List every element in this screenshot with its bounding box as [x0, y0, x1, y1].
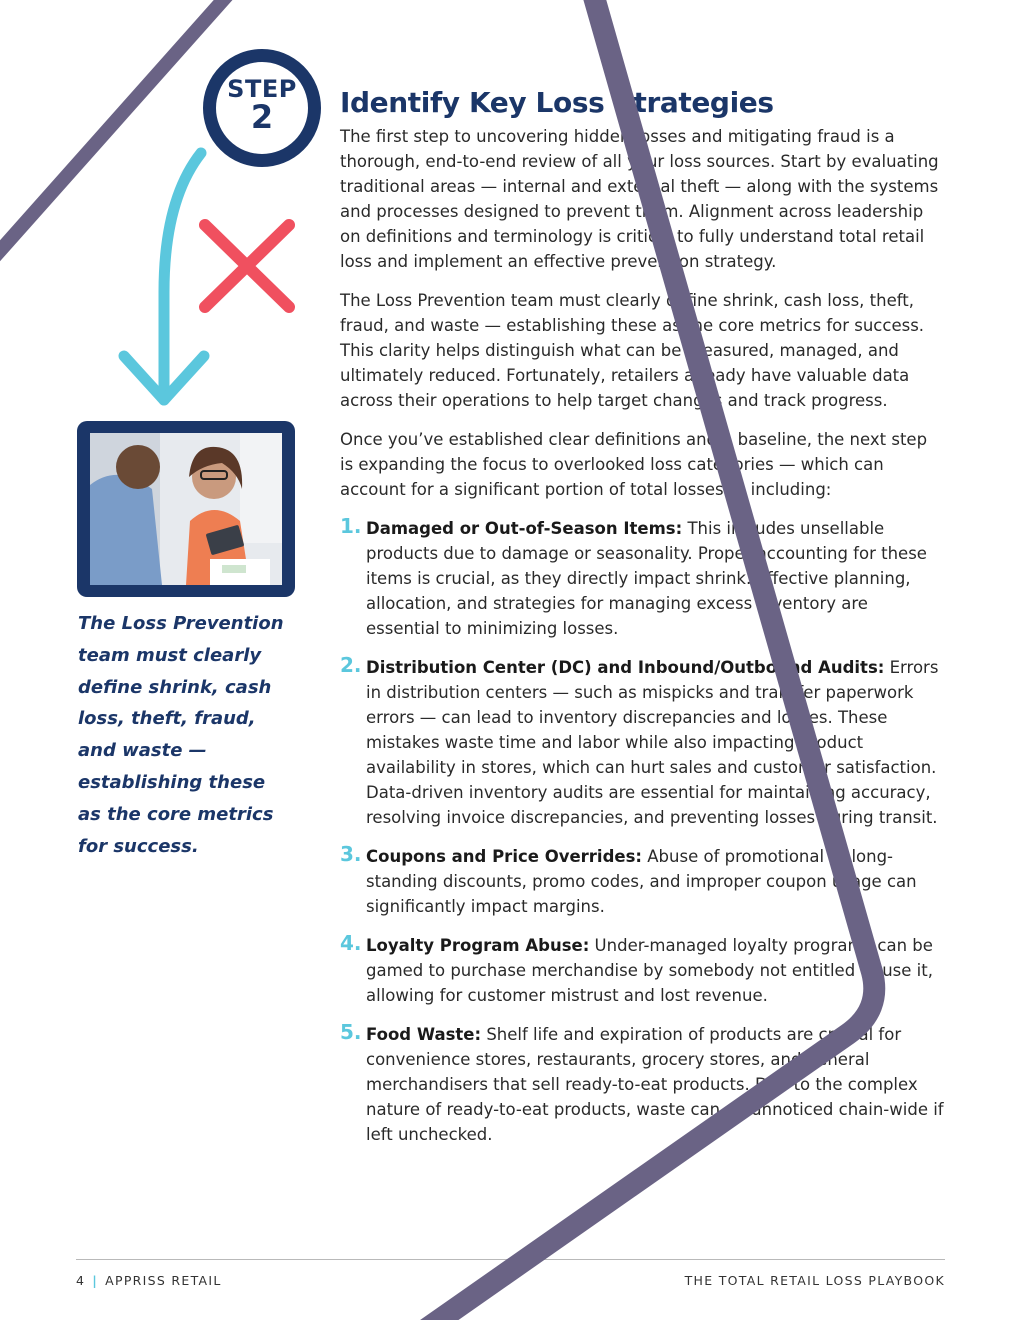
item-number: 2.: [340, 653, 362, 677]
x-mark-icon: [205, 225, 289, 307]
footer-separator: |: [92, 1273, 99, 1288]
list-item: [340, 516, 945, 641]
item-title: Loyalty Program Abuse:: [366, 936, 590, 955]
pull-quote: The Loss Prevention team must clearly define shrink, cash loss, theft, fraud, and waste — establishing these as the core metrics for success.: [78, 613, 284, 857]
main-content: [340, 85, 945, 1161]
page-number: 4: [76, 1273, 86, 1288]
item-text: Shelf life and expiration of products are crucial for convenience stores, restaurants, grocery stores, and general merchandisers that sell ready-to-eat products. Due to the complex nature of ready-to-eat products, waste can go unnoticed chain-wide if left unchecked.: [366, 1025, 944, 1144]
item-text: This includes unsellable products due to damage or seasonality. Proper accounting for these items is crucial, as they directly impact shrink. Effective planning, allocation, and strategies for managing excess inventory are essential to minimizing losses.: [366, 519, 927, 638]
item-number: 4.: [340, 931, 362, 955]
item-text: Under-managed loyalty programs can be gamed to purchase merchandise by somebody not entitled to use it, allowing for customer mistrust and lost revenue.: [366, 936, 933, 1005]
step-number: 2: [250, 98, 274, 136]
curved-down-arrow-icon: [124, 153, 204, 400]
item-number: 5.: [340, 1020, 362, 1044]
office-photo: [90, 433, 282, 585]
item-text: Abuse of promotional or long-standing discounts, promo codes, and improper coupon usage can significantly impact margins.: [366, 847, 917, 916]
footer-brand: APPRISS RETAIL: [105, 1273, 222, 1288]
list-item: [340, 844, 945, 919]
item-title: Coupons and Price Overrides:: [366, 847, 643, 866]
item-number: 1.: [340, 514, 362, 538]
definitions-paragraph: The Loss Prevention team must clearly define shrink, cash loss, theft, fraud, and waste — establishing these as the core metrics for success. This clarity helps distinguish what can be measured, managed, and ultimately reduced. Fortunately, retailers already have valuable data across their operations to help target changes and track progress.: [340, 291, 925, 410]
item-title: Damaged or Out-of-Season Items:: [366, 519, 683, 538]
list-item: [340, 655, 945, 830]
footer-divider: [76, 1259, 945, 1260]
item-title: Food Waste:: [366, 1025, 482, 1044]
intro-paragraph: The first step to uncovering hidden losses and mitigating fraud is a thorough, end-to-end review of all your loss sources. Start by evaluating traditional areas — internal and external theft — along with the systems and processes designed to prevent them. Alignment across leadership on definitions and terminology is critical to fully understand total retail loss and implement an effective prevention strategy.: [340, 127, 939, 271]
photo-frame: [77, 421, 295, 597]
footer-left: [76, 1273, 222, 1288]
overlooked-categories-paragraph: Once you’ve established clear definitions and a baseline, the next step is expanding the focus to overlooked loss categories — which can account for a significant portion of total losses — including:: [340, 430, 928, 499]
footer-doc-title: THE TOTAL RETAIL LOSS PLAYBOOK: [684, 1273, 945, 1288]
diagonal-stroke-left: [0, 0, 232, 262]
item-number: 3.: [340, 842, 362, 866]
step-label: STEP: [227, 75, 297, 103]
loss-categories-list: [340, 516, 945, 1147]
item-text: Errors in distribution centers — such as mispicks and transfer paperwork errors — can lead to inventory discrepancies and losses. These mistakes waste time and labor while also impacting product availability in stores, which can hurt sales and customer satisfaction. Data-driven inventory audits are essential for maintaining accuracy, resolving invoice discrepancies, and preventing losses during transit.: [366, 658, 939, 827]
list-item: [340, 933, 945, 1008]
page-title: Identify Key Loss Strategies: [340, 86, 774, 119]
item-title: Distribution Center (DC) and Inbound/Outbound Audits:: [366, 658, 885, 677]
list-item: [340, 1022, 945, 1147]
step-badge: [203, 49, 321, 167]
